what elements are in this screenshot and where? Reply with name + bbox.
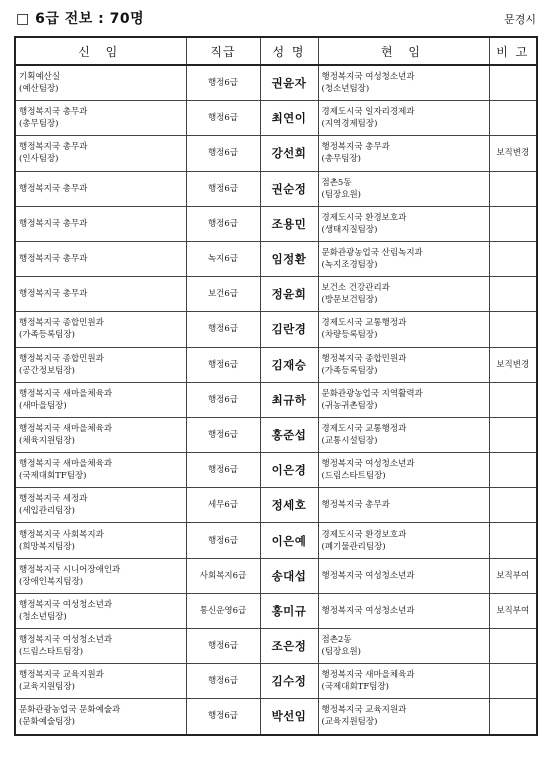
current-post-cell [318, 664, 489, 699]
remark-cell [489, 277, 537, 312]
grade-cell: 행정6급 [186, 65, 260, 101]
new-post-cell-line: 행정복지국 총무과 [19, 254, 88, 265]
current-post-cell [318, 101, 489, 136]
new-post-cell-line: (세입관리팀장) [19, 506, 75, 517]
new-post-cell [15, 629, 186, 664]
new-post-cell [15, 523, 186, 558]
new-post-cell-line: (장애인복지팀장) [19, 576, 84, 587]
new-post-cell-line: (드림스타트팀장) [19, 647, 84, 658]
current-post-cell [318, 65, 489, 101]
new-post-cell-line: 문화관광농업국 문화예술과 [19, 705, 121, 716]
current-post-cell-line: 경제도시국 교통행정과 [321, 318, 407, 329]
table-row [15, 347, 537, 382]
new-post-cell-line: 행정복지국 시니어장애인과 [19, 564, 121, 575]
current-post-cell [318, 523, 489, 558]
new-post-cell [15, 664, 186, 699]
new-post-cell-line: 행정복지국 총무과 [19, 107, 88, 118]
person-name-cell: 최연이 [260, 101, 318, 136]
transfer-table [14, 36, 538, 736]
grade-cell: 행정6급 [186, 347, 260, 382]
table-row [15, 101, 537, 136]
person-name-cell: 조은정 [260, 629, 318, 664]
current-post-cell-line: 문화관광농업국 산림녹지과 [321, 248, 423, 259]
new-post-cell-line: 행정복지국 새마을체육과 [19, 423, 113, 434]
header-grade: 직급 [186, 37, 260, 65]
grade-cell: 통신운영6급 [186, 593, 260, 628]
current-post-cell-line: 행정복지국 총무과 [321, 142, 390, 153]
person-name-cell: 이은예 [260, 523, 318, 558]
new-post-cell-line: (교육지원팀장) [19, 682, 75, 693]
grade-cell: 행정6급 [186, 136, 260, 171]
person-name-cell: 홍미규 [260, 593, 318, 628]
current-post-cell-line: 경제도시국 일자리경제과 [321, 107, 415, 118]
new-post-cell-line: (체육지원팀장) [19, 435, 75, 446]
new-post-cell [15, 453, 186, 488]
current-post-cell-line: (생태지질팀장) [321, 224, 378, 235]
page-title: □ 6급 전보 : 70명 [16, 11, 145, 27]
new-post-cell-line: (문화예술팀장) [19, 717, 75, 728]
table-row [15, 417, 537, 452]
new-post-cell-line: (청소년팀장) [19, 611, 67, 622]
header-current-post: 현 임 [318, 37, 489, 65]
new-post-cell [15, 206, 186, 241]
person-name-cell: 조용민 [260, 206, 318, 241]
current-post-cell-line: (총무팀장) [321, 154, 361, 165]
remark-cell [489, 65, 537, 101]
current-post-cell-line: 행정복지국 종합민원과 [321, 353, 407, 364]
new-post-cell-line: 행정복지국 종합민원과 [19, 318, 104, 329]
current-post-cell [318, 453, 489, 488]
grade-cell: 세무6급 [186, 488, 260, 523]
current-post-cell-line: (교육지원팀장) [321, 717, 378, 728]
new-post-cell-line: 행정복지국 세정과 [19, 494, 88, 505]
new-post-cell [15, 136, 186, 171]
current-post-cell-line: 문화관광농업국 지역활력과 [321, 388, 423, 399]
person-name-cell: 최규하 [260, 382, 318, 417]
new-post-cell [15, 312, 186, 347]
person-name-cell: 김재승 [260, 347, 318, 382]
new-post-cell-line: 행정복지국 총무과 [19, 142, 88, 153]
header-remark: 비 고 [489, 37, 537, 65]
current-post-cell-line: (녹지조경팀장) [321, 260, 378, 271]
grade-cell: 녹지6급 [186, 241, 260, 276]
remark-cell [489, 382, 537, 417]
new-post-cell [15, 65, 186, 101]
new-post-cell [15, 417, 186, 452]
current-post-cell-line: 행정복지국 교육지원과 [321, 705, 407, 716]
current-post-cell-line: 행정복지국 여성청소년과 [321, 72, 415, 83]
new-post-cell-line: (희망복지팀장) [19, 541, 75, 552]
new-post-cell-line: 행정복지국 여성청소년과 [19, 635, 113, 646]
new-post-cell-line: 행정복지국 새마을체육과 [19, 388, 113, 399]
person-name-cell: 권윤자 [260, 65, 318, 101]
new-post-cell-line: 행정복지국 새마을체육과 [19, 459, 113, 470]
current-post-cell-line: 행정복지국 총무과 [321, 500, 390, 511]
current-post-cell-line: 행정복지국 여성청소년과 [321, 459, 415, 470]
remark-cell [489, 101, 537, 136]
table-row [15, 699, 537, 735]
current-post-cell [318, 417, 489, 452]
person-name-cell: 임정환 [260, 241, 318, 276]
current-post-cell [318, 241, 489, 276]
grade-cell: 행정6급 [186, 101, 260, 136]
current-post-cell [318, 312, 489, 347]
current-post-cell-line: (지역경제팀장) [321, 119, 378, 130]
table-row [15, 523, 537, 558]
current-post-cell [318, 136, 489, 171]
new-post-cell-line: (공간정보팀장) [19, 365, 75, 376]
grade-cell: 행정6급 [186, 206, 260, 241]
table-row [15, 453, 537, 488]
remark-cell: 보직부여 [489, 593, 537, 628]
current-post-cell-line: (청소년팀장) [321, 84, 370, 95]
person-name-cell: 박선임 [260, 699, 318, 735]
current-post-cell-line: 점촌2동 [321, 635, 352, 646]
new-post-cell [15, 171, 186, 206]
remark-cell [489, 206, 537, 241]
header-new-post: 신 임 [15, 37, 186, 65]
current-post-cell-line: 행정복지국 새마을체육과 [321, 670, 415, 681]
organization-name: 문경시 [504, 13, 536, 26]
remark-cell: 보직변경 [489, 136, 537, 171]
grade-cell: 행정6급 [186, 453, 260, 488]
grade-cell: 행정6급 [186, 382, 260, 417]
grade-cell: 행정6급 [186, 523, 260, 558]
table-row [15, 206, 537, 241]
new-post-cell [15, 277, 186, 312]
remark-cell [489, 312, 537, 347]
new-post-cell [15, 241, 186, 276]
remark-cell [489, 171, 537, 206]
current-post-cell [318, 382, 489, 417]
current-post-cell [318, 629, 489, 664]
new-post-cell-line: 행정복지국 여성청소년과 [19, 599, 113, 610]
table-row [15, 629, 537, 664]
current-post-cell-line: 경제도시국 환경보호과 [321, 212, 407, 223]
current-post-cell-line: (국제대회TF팀장) [321, 682, 389, 693]
current-post-cell-line: (가족등록팀장) [321, 365, 378, 376]
person-name-cell: 홍준섭 [260, 417, 318, 452]
new-post-cell-line: 행정복지국 총무과 [19, 218, 88, 229]
header-name: 성 명 [260, 37, 318, 65]
current-post-cell-line: (차량등록팀장) [321, 330, 378, 341]
new-post-cell [15, 347, 186, 382]
person-name-cell: 김수정 [260, 664, 318, 699]
table-row [15, 558, 537, 593]
grade-cell: 행정6급 [186, 629, 260, 664]
current-post-cell [318, 593, 489, 628]
remark-cell [489, 699, 537, 735]
new-post-cell-line: 기획예산실 [19, 72, 61, 83]
current-post-cell [318, 347, 489, 382]
new-post-cell [15, 593, 186, 628]
current-post-cell-line: 점촌5동 [321, 177, 352, 188]
remark-cell [489, 629, 537, 664]
current-post-cell [318, 171, 489, 206]
current-post-cell [318, 699, 489, 735]
person-name-cell: 권순정 [260, 171, 318, 206]
grade-cell: 행정6급 [186, 699, 260, 735]
new-post-cell-line: 행정복지국 사회복지과 [19, 529, 104, 540]
current-post-cell-line: (팀장요원) [321, 189, 361, 200]
document-header [14, 8, 536, 32]
new-post-cell-line: 행정복지국 총무과 [19, 289, 88, 300]
new-post-cell-line: (인사팀장) [19, 154, 59, 165]
new-post-cell-line: (가족등록팀장) [19, 330, 75, 341]
grade-cell: 보건6급 [186, 277, 260, 312]
remark-cell [489, 241, 537, 276]
new-post-cell [15, 558, 186, 593]
grade-cell: 행정6급 [186, 417, 260, 452]
grade-cell: 행정6급 [186, 664, 260, 699]
new-post-cell-line: (국제대회TF팀장) [19, 471, 87, 482]
current-post-cell-line: 경제도시국 교통행정과 [321, 423, 407, 434]
new-post-cell-line: 행정복지국 총무과 [19, 183, 88, 194]
grade-cell: 행정6급 [186, 312, 260, 347]
table-row [15, 65, 537, 101]
current-post-cell-line: 보건소 건강관리과 [321, 283, 390, 294]
table-row [15, 136, 537, 171]
current-post-cell-line: (폐기물관리팀장) [321, 541, 386, 552]
new-post-cell-line: 행정복지국 교육지원과 [19, 670, 104, 681]
new-post-cell-line: (예산팀장) [19, 84, 59, 95]
current-post-cell [318, 277, 489, 312]
person-name-cell: 정윤희 [260, 277, 318, 312]
person-name-cell: 이은경 [260, 453, 318, 488]
current-post-cell-line: 행정복지국 여성청소년과 [321, 605, 415, 616]
new-post-cell-line: (새마을팀장) [19, 400, 67, 411]
remark-cell [489, 453, 537, 488]
grade-cell: 행정6급 [186, 171, 260, 206]
remark-cell [489, 488, 537, 523]
new-post-cell-line: (총무팀장) [19, 119, 59, 130]
current-post-cell-line: (교통시설팀장) [321, 435, 378, 446]
current-post-cell [318, 206, 489, 241]
remark-cell [489, 664, 537, 699]
table-body [15, 65, 537, 735]
current-post-cell [318, 488, 489, 523]
table-row [15, 382, 537, 417]
current-post-cell [318, 558, 489, 593]
remark-cell [489, 417, 537, 452]
table-row [15, 488, 537, 523]
person-name-cell: 정세호 [260, 488, 318, 523]
new-post-cell [15, 101, 186, 136]
table-header [15, 37, 537, 65]
remark-cell [489, 523, 537, 558]
table-row [15, 171, 537, 206]
new-post-cell [15, 699, 186, 735]
current-post-cell-line: (드림스타트팀장) [321, 471, 386, 482]
table-row [15, 312, 537, 347]
table-row [15, 664, 537, 699]
new-post-cell [15, 488, 186, 523]
new-post-cell-line: 행정복지국 종합민원과 [19, 353, 104, 364]
current-post-cell-line: 행정복지국 여성청소년과 [321, 570, 415, 581]
table-row [15, 277, 537, 312]
person-name-cell: 강선희 [260, 136, 318, 171]
current-post-cell-line: 경제도시국 환경보호과 [321, 529, 407, 540]
person-name-cell: 김란경 [260, 312, 318, 347]
grade-cell: 사회복지6급 [186, 558, 260, 593]
table-row [15, 241, 537, 276]
person-name-cell: 송대섭 [260, 558, 318, 593]
remark-cell: 보직변경 [489, 347, 537, 382]
current-post-cell-line: (방문보건팀장) [321, 295, 378, 306]
remark-cell: 보직부여 [489, 558, 537, 593]
current-post-cell-line: (귀농귀촌팀장) [321, 400, 378, 411]
table-row [15, 593, 537, 628]
current-post-cell-line: (팀장요원) [321, 647, 361, 658]
new-post-cell [15, 382, 186, 417]
